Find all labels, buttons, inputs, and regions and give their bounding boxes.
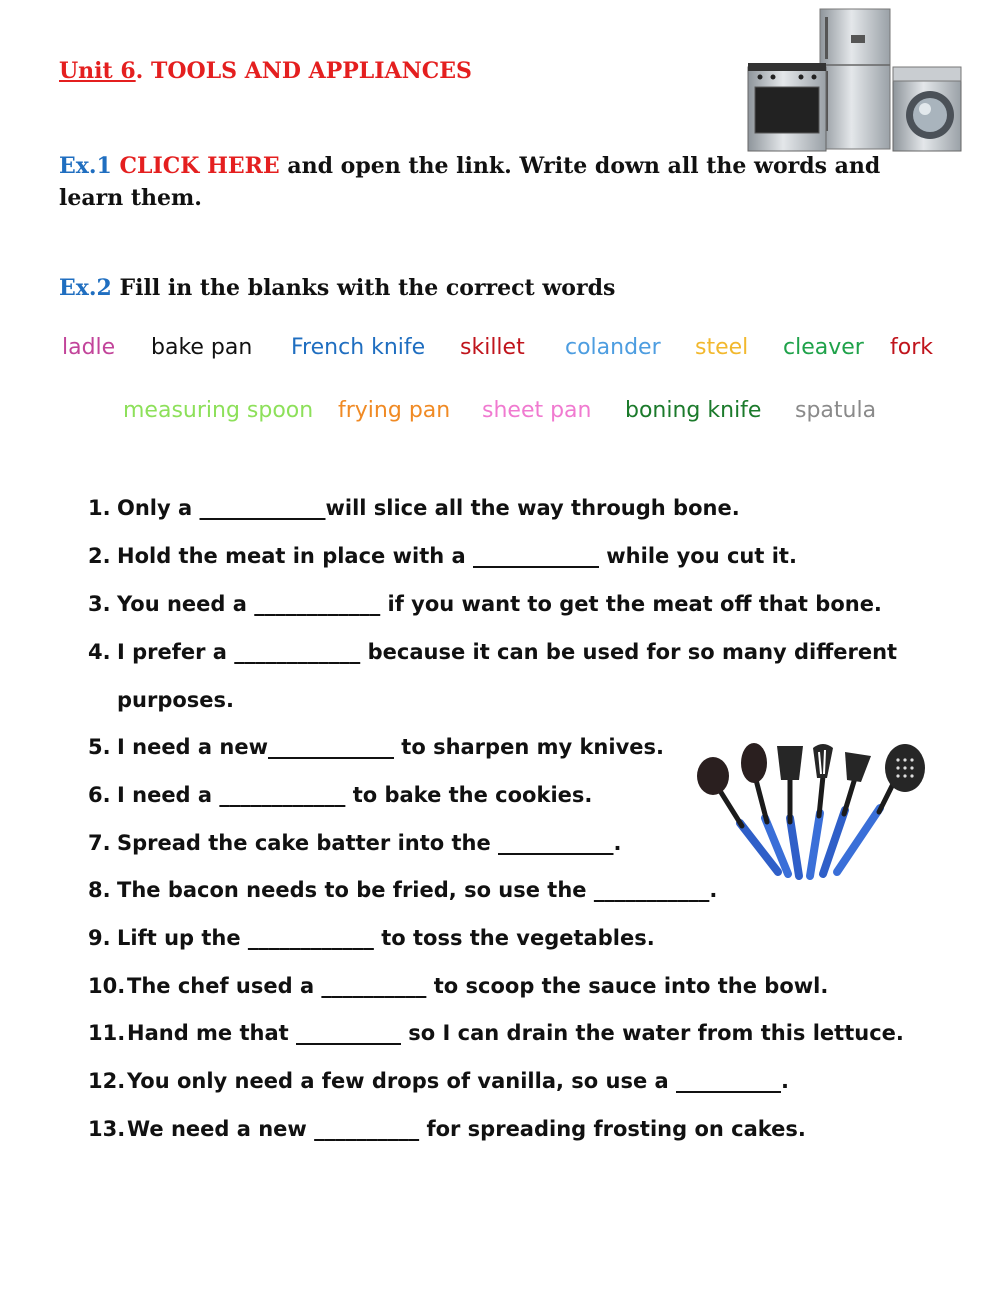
question-text: Hold the meat in place with a ____________ while you cut it. [117, 544, 797, 568]
question-text: I need a ____________ to bake the cookies. [117, 783, 593, 807]
question-number: 4. [88, 640, 111, 664]
question-text: Hand me that __________ so I can drain the water from this lettuce. [127, 1021, 904, 1045]
word-boning-knife: boning knife [625, 398, 762, 423]
question-text: Only a ____________will slice all the way through bone. [117, 496, 740, 520]
word-bake-pan: bake pan [151, 335, 253, 360]
question-item [88, 592, 882, 616]
exercise-1 [59, 150, 919, 214]
question-item [88, 1069, 789, 1093]
question-text: The bacon needs to be fried, so use the ___________. [117, 878, 718, 902]
question-number: 12. [88, 1069, 126, 1093]
question-text: We need a new __________ for spreading frosting on cakes. [127, 1117, 806, 1141]
question-text: You only need a few drops of vanilla, so use a __________. [127, 1069, 789, 1093]
question-number: 3. [88, 592, 111, 616]
question-item [88, 496, 740, 520]
question-number: 1. [88, 496, 111, 520]
appliances-image [745, 5, 967, 155]
question-item [88, 831, 622, 855]
question-number: 2. [88, 544, 111, 568]
kitchen-utensils-image [695, 738, 935, 888]
word-cleaver: cleaver [783, 335, 864, 360]
question-item [88, 1117, 806, 1141]
unit-title: . TOOLS AND APPLIANCES [135, 58, 472, 84]
exercise-2-text: Fill in the blanks with the correct words [111, 275, 616, 301]
question-item [88, 735, 664, 759]
question-number: 13. [88, 1117, 126, 1141]
word-spatula: spatula [795, 398, 877, 423]
question-item [88, 878, 717, 902]
page-title [59, 58, 472, 84]
question-4-continuation: purposes. [117, 688, 235, 712]
question-number: 5. [88, 735, 111, 759]
question-item [88, 926, 655, 950]
question-text: You need a ____________ if you want to get the meat off that bone. [117, 592, 882, 616]
word-french-knife: French knife [291, 335, 426, 360]
exercise-1-label: Ex.1 [59, 153, 112, 179]
question-text: I need a new____________ to sharpen my knives. [117, 735, 664, 759]
question-text: I prefer a ____________ because it can be used for so many different [117, 640, 898, 664]
question-number: 6. [88, 783, 111, 807]
word-ladle: ladle [62, 335, 116, 360]
question-item [88, 783, 592, 807]
word-measuring-spoon: measuring spoon [123, 398, 314, 423]
question-text: Lift up the ____________ to toss the vegetables. [117, 926, 655, 950]
word-fork: fork [890, 335, 933, 360]
word-frying-pan: frying pan [338, 398, 451, 423]
question-item [88, 974, 828, 998]
word-sheet-pan: sheet pan [482, 398, 592, 423]
question-item [88, 640, 897, 664]
word-skillet: skillet [460, 335, 525, 360]
word-colander: colander [565, 335, 661, 360]
unit-label: Unit 6 [59, 58, 136, 84]
question-text: Spread the cake batter into the ___________. [117, 831, 622, 855]
question-text: The chef used a __________ to scoop the sauce into the bowl. [127, 974, 829, 998]
word-steel: steel [695, 335, 749, 360]
question-number: 8. [88, 878, 111, 902]
exercise-2-label: Ex.2 [59, 275, 112, 301]
question-number: 11. [88, 1021, 126, 1045]
click-here-link[interactable]: CLICK HERE [119, 153, 280, 179]
exercise-2 [59, 275, 615, 301]
exercise-1-text: and open the link. Write down all the words and learn them. [59, 153, 881, 211]
question-number: 10. [88, 974, 126, 998]
question-item [88, 1021, 904, 1045]
question-number: 9. [88, 926, 111, 950]
question-item [88, 544, 797, 568]
question-number: 7. [88, 831, 111, 855]
